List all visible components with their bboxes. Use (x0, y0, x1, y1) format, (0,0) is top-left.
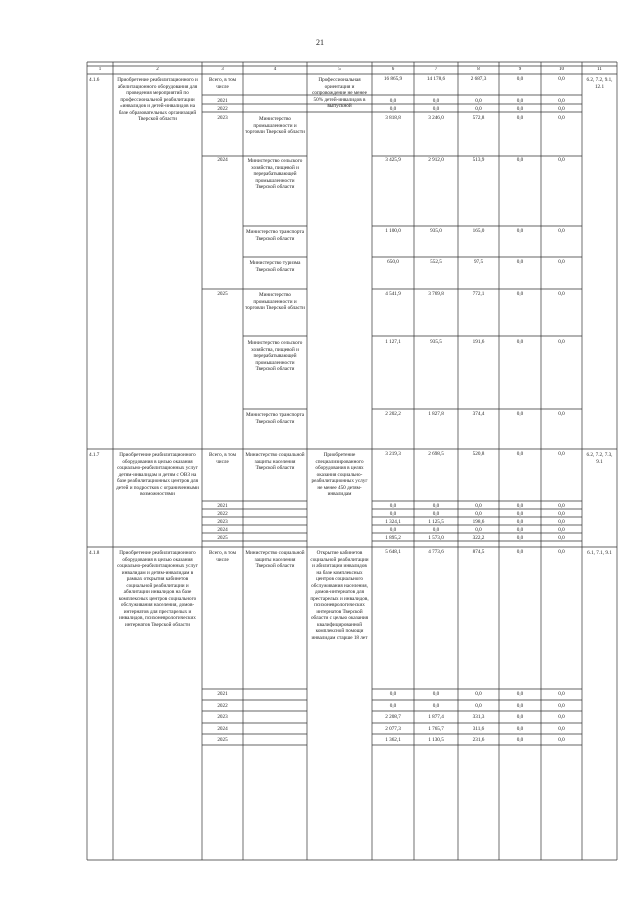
executor-value: 0,0 (558, 115, 565, 121)
executor-value: 191,6 (472, 339, 485, 345)
executor-value: 0,0 (516, 228, 524, 234)
year-value: 0,0 (389, 503, 397, 509)
executor-value: 1 127,1 (385, 339, 401, 345)
year-value: 0,0 (389, 527, 397, 533)
column-header: 2 (156, 67, 159, 72)
year-value: 0,0 (516, 737, 524, 743)
executor-name: Министерство промышленности и торговли Тверской области (245, 116, 305, 135)
executor-name: Министерство промышленности и торговли Тверской области (245, 292, 305, 311)
indicator-codes: 6.1, 7.1, 9.1 (587, 550, 612, 556)
executor-value: 0,0 (516, 157, 524, 163)
year-label: 2024 (217, 527, 228, 533)
executor-value: 97,5 (473, 259, 484, 265)
executor-value: 165,0 (472, 228, 485, 234)
column-header: 7 (434, 67, 438, 72)
year-label: 2025 (217, 535, 228, 541)
year-value: 1 362,1 (385, 737, 401, 743)
column-header: 10 (559, 67, 564, 72)
executor-value: 1 827,8 (428, 411, 444, 417)
column-header: 4 (273, 67, 277, 72)
year-value: 0,0 (389, 703, 397, 709)
year-value: 0,0 (432, 527, 440, 533)
row-number: 4.1.7 (89, 452, 100, 458)
year-value: 0,0 (558, 726, 565, 732)
total-value: 0,0 (516, 549, 524, 555)
year-label: 2022 (217, 106, 228, 112)
year-label: 2021 (217, 691, 228, 697)
column-header: 5 (338, 67, 341, 72)
executor-value: 0,0 (516, 115, 524, 121)
year-value: 0,0 (516, 703, 524, 709)
year-value: 0,0 (475, 511, 482, 517)
expected-result: Открытие кабинетов социальной реабилитации и абилитации инвалидов на базе комплексных центров социального обслуживания населения, домов-интернатов для престарелых и инвалидов, психоневрологических интернатов Тверской области с целью оказания квалифицированной комплексной помощи инвалидам старше 18 лет (310, 550, 369, 641)
executor-name: Министерство туризма Тверской области (249, 260, 301, 273)
year-value: 0,0 (432, 511, 440, 517)
year-value: 1 765,7 (428, 726, 444, 732)
expected-result: Приобретение специализированного оборудования в целях оказания социально-реабилитационных услуг не менее 450 детям-инвалидам (311, 452, 368, 497)
year-label: 2022 (217, 511, 228, 517)
total-value: 2 687,3 (470, 76, 487, 82)
executor-value: 374,4 (472, 411, 485, 417)
year-value: 0,0 (558, 535, 565, 541)
column-header: 11 (597, 67, 602, 72)
year-value: 0,0 (558, 714, 565, 720)
executor-value: 3 818,8 (385, 115, 401, 121)
year-value: 0,0 (475, 98, 482, 104)
year-value: 311,6 (472, 726, 485, 732)
year-value: 0,0 (389, 511, 397, 517)
executor-value: 0,0 (558, 259, 565, 265)
executor-value: 3 769,8 (428, 291, 444, 297)
year-label: 2024 (217, 157, 228, 163)
executor-value: 552,5 (430, 259, 442, 265)
year-label: 2021 (217, 503, 228, 509)
executor-value: 513,9 (472, 157, 485, 163)
year-value: 0,0 (432, 98, 440, 104)
column-header: 3 (221, 67, 224, 72)
year-value: 0,0 (516, 691, 524, 697)
total-value: 0,0 (516, 451, 524, 457)
total-value: 3 219,3 (385, 451, 401, 457)
total-label: Всего, в том числе (208, 452, 237, 465)
year-value: 0,0 (432, 106, 440, 112)
executor-value: 0,0 (516, 411, 524, 417)
executor-value: 3 246,0 (428, 115, 444, 121)
total-value: 16 865,9 (383, 76, 403, 82)
executor-value: 935,0 (430, 228, 442, 234)
year-value: 0,0 (475, 527, 482, 533)
year-value: 1 130,5 (428, 737, 444, 743)
year-value: 331,3 (472, 714, 485, 720)
year-value: 322,2 (472, 535, 485, 541)
total-value: 4 773,6 (428, 549, 444, 555)
year-value: 1 877,4 (428, 714, 444, 720)
year-value: 0,0 (516, 519, 524, 525)
year-value: 0,0 (475, 106, 482, 112)
year-value: 0,0 (558, 98, 565, 104)
year-value: 0,0 (558, 703, 565, 709)
executor-name: Министерство сельского хозяйства, пищевой и перерабатывающей промышленности Тверской области (247, 340, 303, 372)
year-value: 0,0 (516, 106, 524, 112)
total-value: 874,5 (472, 549, 485, 555)
year-value: 231,6 (472, 737, 485, 743)
total-value: 0,0 (558, 549, 565, 555)
total-value: 520,8 (472, 451, 485, 457)
year-value: 0,0 (432, 691, 440, 697)
year-value: 2 208,7 (385, 714, 401, 720)
row-number: 4.1.6 (89, 77, 100, 83)
column-header: 9 (518, 67, 522, 72)
column-header: 6 (391, 67, 395, 72)
year-value: 0,0 (432, 503, 440, 509)
year-value: 0,0 (516, 726, 524, 732)
year-value: 0,0 (558, 691, 565, 697)
year-value: 0,0 (475, 503, 482, 509)
total-value: 0,0 (558, 76, 565, 82)
year-value: 0,0 (558, 503, 565, 509)
year-label: 2024 (217, 726, 228, 732)
year-value: 198,6 (472, 519, 485, 525)
total-value: 2 698,5 (428, 451, 444, 457)
executor-value: 0,0 (558, 339, 565, 345)
total-label: Всего, в том числе (208, 77, 237, 90)
executor-value: 572,8 (472, 115, 485, 121)
year-label: 2023 (217, 714, 228, 720)
year-label: 2022 (217, 703, 228, 709)
page-number: 21 (316, 38, 324, 47)
year-value: 0,0 (475, 691, 482, 697)
executor-value: 2 912,0 (428, 157, 444, 163)
executor-name: Министерство сельского хозяйства, пищевой и перерабатывающей промышленности Тверской области (247, 158, 303, 190)
year-value: 1 895,2 (385, 535, 401, 541)
total-label: Всего, в том числе (208, 550, 237, 563)
executor-value: 0,0 (558, 157, 565, 163)
indicator-codes: 6.2, 7.2, 7.3, 9.1 (586, 452, 613, 465)
year-label: 2023 (217, 115, 228, 121)
executor-value: 1 100,0 (385, 228, 401, 234)
expected-result: Профессиональная ориентация и сопровождение не менее 50% детей-инвалидов в выпускной (312, 77, 367, 109)
measure-name: Приобретение реабилитационного оборудования в целью оказания социально-реабилитационных услуг детям-инвалидам и детям с ОВЗ на базе реабилитационных центров для детей и подростков с ограниченными возможностями (116, 452, 199, 497)
executor-value: 4 541,9 (385, 291, 401, 297)
year-value: 1 125,5 (428, 519, 444, 525)
year-value: 0,0 (516, 98, 524, 104)
year-value: 0,0 (516, 503, 524, 509)
year-value: 0,0 (516, 714, 524, 720)
year-label: 2023 (217, 519, 228, 525)
year-value: 0,0 (558, 106, 565, 112)
year-label: 2021 (217, 98, 228, 104)
year-value: 0,0 (558, 519, 565, 525)
year-value: 0,0 (475, 703, 482, 709)
executor-value: 0,0 (558, 291, 565, 297)
executor-name: Министерство транспорта Тверской области (245, 412, 305, 425)
total-value: 0,0 (516, 76, 524, 82)
measure-name: Приобретение реабилитационного и абилитационного оборудования для проведения мероприятий по профессиональной реабилитации «инвалидов и детей-инвалидов на базе образовательных организаций Тверской области (117, 77, 198, 122)
executor-value: 0,0 (516, 259, 524, 265)
year-value: 0,0 (558, 511, 565, 517)
year-value: 1 324,1 (385, 519, 401, 525)
executor-value: 0,0 (558, 411, 565, 417)
executor-value: 772,1 (472, 291, 485, 297)
executor-value: 650,0 (387, 259, 399, 265)
column-header: 8 (477, 67, 480, 72)
year-label: 2025 (217, 291, 228, 297)
year-value: 0,0 (389, 98, 397, 104)
year-value: 0,0 (516, 527, 524, 533)
measure-name: Приобретение реабилитационного оборудования в целью оказания социально-реабилитационных услуг инвалидам и детям-инвалидам в рамках открытия кабинетов социальной реабилитации и абилитации инвалидов на базе комплексных центров социального обслуживания населения, домов-интернатов для престарелых и инвалидов, психоневрологических интернатов Тверской области (117, 550, 198, 628)
executor-value: 935,5 (430, 339, 442, 345)
year-label: 2025 (217, 737, 228, 743)
year-value: 0,0 (558, 527, 565, 533)
year-value: 0,0 (516, 511, 524, 517)
executor-value: 0,0 (516, 339, 524, 345)
row-number: 4.1.8 (89, 550, 100, 556)
year-value: 0,0 (389, 691, 397, 697)
executor-value: 0,0 (558, 228, 565, 234)
executor-value: 0,0 (516, 291, 524, 297)
total-value: 5 648,1 (385, 549, 401, 555)
total-value: 0,0 (558, 451, 565, 457)
year-value: 2 077,3 (385, 726, 401, 732)
year-value: 1 573,0 (428, 535, 444, 541)
indicator-codes: 6.2, 7.2, 9.1, 12.1 (586, 77, 613, 90)
executor-name: Министерство транспорта Тверской области (245, 229, 305, 242)
year-value: 0,0 (432, 703, 440, 709)
total-value: 14 178,6 (426, 76, 446, 82)
column-header: 1 (98, 67, 102, 72)
year-value: 0,0 (558, 737, 565, 743)
executor-value: 2 202,2 (385, 411, 401, 417)
executor-name: Министерство социальной защиты населения Тверской области (245, 550, 305, 569)
executor-value: 3 425,9 (385, 157, 401, 163)
year-value: 0,0 (516, 535, 524, 541)
year-value: 0,0 (389, 106, 397, 112)
executor-name: Министерство социальной защиты населения Тверской области (245, 452, 305, 471)
